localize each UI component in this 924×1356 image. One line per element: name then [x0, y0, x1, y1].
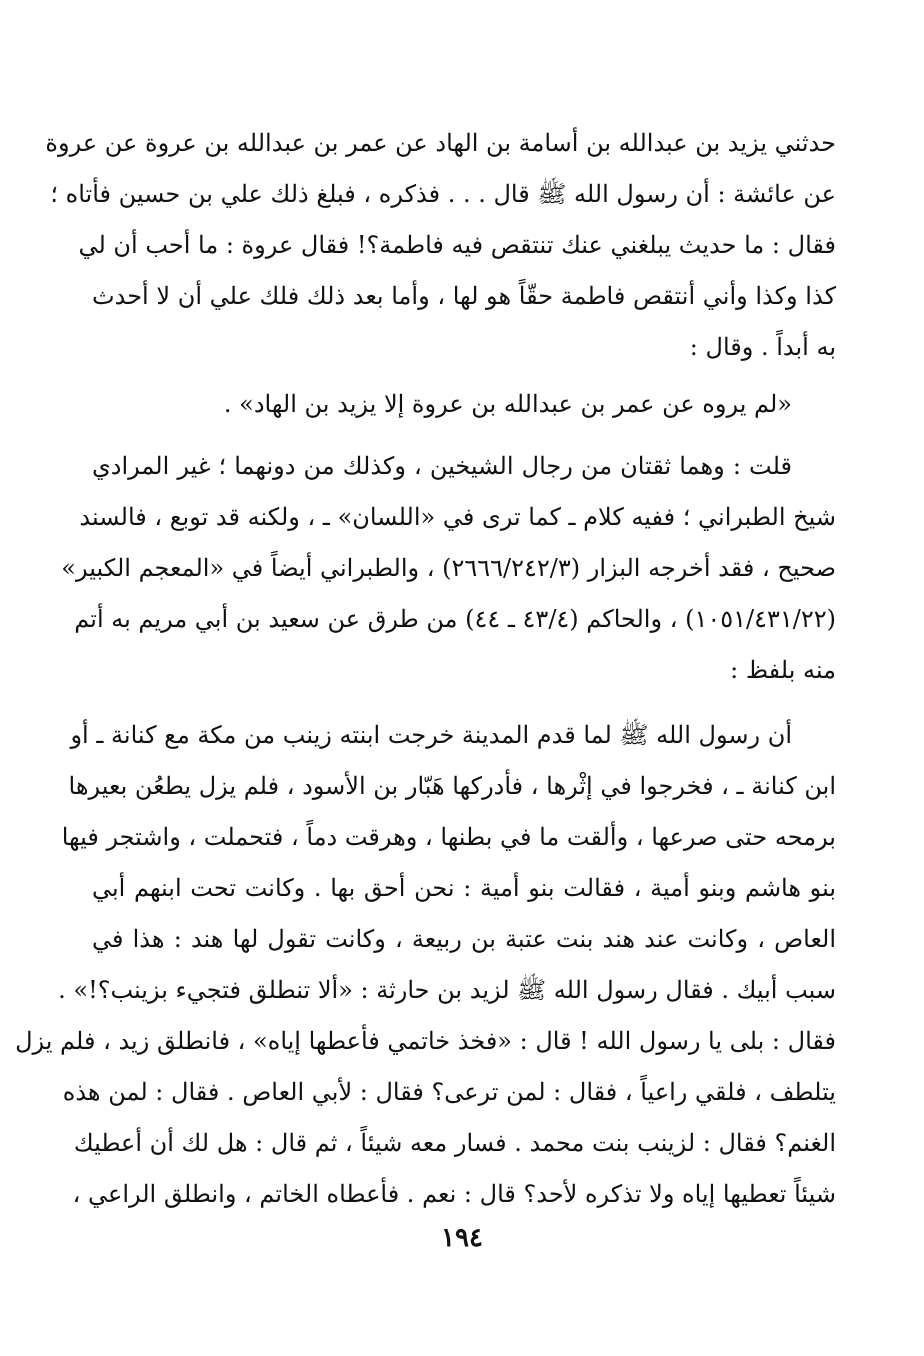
text-line: برمحه حتى صرعها ، وألقت ما في بطنها ، وهرقت دماً ، فتحملت ، واشتجر فيها: [61, 823, 836, 851]
text-line: منه بلفظ :: [730, 656, 836, 684]
text-line: صحيح ، فقد أخرجه البزار (٢٦٦٦/٢٤٢/٣) ، والطبراني أيضاً في «المعجم الكبير»: [61, 554, 836, 582]
text-line: شيئاً تعطيها إياه ولا تذكره لأحد؟ قال : نعم . فأعطاه الخاتم ، وانطلق الراعي ،: [72, 1180, 836, 1208]
text-line: سبب أبيك . فقال رسول الله ﷺ لزيد بن حارثة : «ألا تنطلق فتجيء بزينب؟!» .: [58, 976, 836, 1004]
paragraph-quote: [92, 379, 836, 430]
page-number: ١٩٤: [441, 1223, 483, 1253]
text-line: «لم يروه عن عمر بن عبدالله بن عروة إلا يزيد بن الهاد» .: [223, 390, 792, 418]
text-line: بنو هاشم وبنو أمية ، فقالت بنو أمية : نحن أحق بها . وكانت تحت ابنهم أبي: [92, 874, 836, 902]
text-line: به أبداً . وقال :: [689, 333, 836, 361]
text-line: قلت : وهما ثقتان من رجال الشيخين ، وكذلك من دونهما ؛ غير المرادي: [92, 452, 793, 480]
paragraph-commentary: [61, 441, 836, 696]
text-line: حدثني يزيد بن عبدالله بن أسامة بن الهاد عن عمر بن عبدالله بن عروة عن عروة: [45, 129, 836, 157]
text-line: عن عائشة : أن رسول الله ﷺ قال . . . فذكره ، فبلغ ذلك علي بن حسين فأتاه ؛: [50, 180, 836, 208]
text-line: أن رسول الله ﷺ لما قدم المدينة خرجت ابنته زينب من مكة مع كنانة ـ أو: [70, 721, 792, 749]
text-line: فقال : بلى يا رسول الله ! قال : «فخذ خاتمي فأعطها إياه» ، فانطلق زيد ، فلم يزل: [15, 1027, 836, 1055]
text-line: ابن كنانة ـ ، فخرجوا في إثْرها ، فأدركها هَبّار بن الأسود ، فلم يزل يطعُن بعيرها: [68, 772, 836, 800]
text-line: فقال : ما حديث يبلغني عنك تنتقص فيه فاطمة؟! فقال عروة : ما أحب أن لي: [78, 231, 836, 259]
text-line: (١٠٥١/٤٣١/٢٢) ، والحاكم (٤٣/٤ ـ ٤٤) من طرق عن سعيد بن أبي مريم به أتم: [74, 605, 836, 633]
text-line: شيخ الطبراني ؛ ففيه كلام ـ كما ترى في «اللسان» ـ ، ولكنه قد توبع ، فالسند: [79, 503, 836, 531]
paragraph-hadith-text: [15, 710, 836, 1220]
text-line: يتلطف ، فلقي راعياً ، فقال : لمن ترعى؟ فقال : لأبي العاص . فقال : لمن هذه: [62, 1078, 836, 1106]
text-line: العاص ، وكانت عند هند بنت عتبة بن ربيعة ، وكانت تقول لها هند : هذا في: [92, 925, 836, 953]
text-line: الغنم؟ فقال : لزينب بنت محمد . فسار معه شيئاً ، ثم قال : هل لك أن أعطيك: [73, 1129, 836, 1157]
paragraph-hadith-chain: [45, 118, 836, 373]
text-line: كذا وكذا وأني أنتقص فاطمة حقّاً هو لها ، وأما بعد ذلك فلك علي أن لا أحدث: [92, 282, 836, 310]
